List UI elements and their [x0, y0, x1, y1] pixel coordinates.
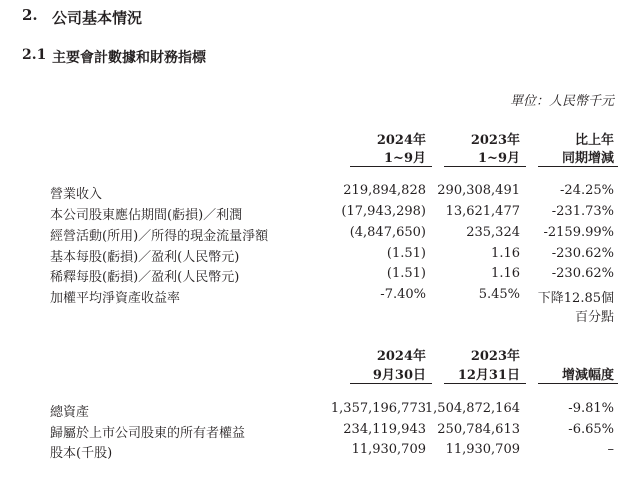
table2-header-col2-line2: 12月31日 — [457, 368, 520, 383]
value-2023: 235,324 — [466, 225, 520, 240]
value-2024: (17,943,298) — [341, 204, 426, 219]
value-2024: 234,119,943 — [343, 422, 426, 437]
change-value: -6.65% — [568, 422, 614, 437]
change-value: – — [607, 442, 614, 457]
table1-header-col3-line2: 同期增減 — [561, 151, 614, 166]
table2-header-rule-3 — [538, 383, 618, 384]
value-2024: (1.51) — [386, 266, 426, 281]
change-value: -230.62% — [551, 246, 614, 261]
row-label: 股本(千股) — [50, 446, 113, 461]
row-label: 營業收入 — [50, 187, 103, 202]
table2-header-col1-line2: 9月30日 — [372, 368, 426, 383]
table1-header-col2-line2: 1~9月 — [478, 151, 520, 166]
section-title: 公司基本情況 — [52, 9, 143, 27]
row-label: 基本每股(虧損)／盈利(人民幣元) — [50, 250, 240, 265]
table1-header-col1-line1: 2024年 — [376, 133, 426, 148]
row-label: 總資產 — [50, 405, 90, 420]
table1-header-rule-1 — [350, 166, 432, 167]
value-2023: 11,930,709 — [445, 442, 520, 457]
table1-header-rule-2 — [444, 166, 526, 167]
value-2023: 1.16 — [491, 266, 520, 281]
change-value: -2159.99% — [543, 225, 614, 240]
change-value: -230.62% — [551, 266, 614, 281]
table2-header-col1-line1: 2024年 — [376, 349, 426, 364]
table2-header-col3: 增減幅度 — [561, 368, 614, 383]
unit-note: 單位：人民幣千元 — [509, 94, 614, 109]
subsection-title: 主要會計數據和財務指標 — [52, 50, 206, 66]
table2-header-col2-line1: 2023年 — [470, 349, 520, 364]
row-label: 歸屬於上市公司股東的所有者權益 — [50, 426, 246, 441]
section-number: 2. — [22, 6, 38, 24]
value-2023: 5.45% — [478, 287, 520, 302]
table1-header-col3-line1: 比上年 — [574, 133, 614, 148]
row-label: 本公司股東應佔期間(虧損)／利潤 — [50, 208, 243, 223]
value-2023: 1.16 — [491, 246, 520, 261]
value-2024: -7.40% — [380, 287, 426, 302]
value-2023: 13,621,477 — [445, 204, 520, 219]
subsection-number: 2.1 — [22, 47, 47, 63]
value-2023: 1,504,872,164 — [424, 401, 520, 416]
change-value: -24.25% — [560, 183, 614, 198]
row-label: 稀釋每股(虧損)／盈利(人民幣元) — [50, 270, 240, 285]
change-value: -9.81% — [568, 401, 614, 416]
value-2024: 1,357,196,773 — [330, 401, 426, 416]
value-2024: (4,847,650) — [349, 225, 426, 240]
value-2023: 290,308,491 — [437, 183, 520, 198]
value-2023: 250,784,613 — [437, 422, 520, 437]
change-value: -231.73% — [551, 204, 614, 219]
table2-header-rule-1 — [350, 383, 432, 384]
value-2024: (1.51) — [386, 246, 426, 261]
table1-header-col1-line2: 1~9月 — [384, 151, 426, 166]
change-value-line2: 百分點 — [574, 310, 614, 325]
value-2024: 219,894,828 — [343, 183, 426, 198]
table1-header-rule-3 — [538, 166, 618, 167]
change-value: 下降12.85個 — [537, 291, 614, 306]
row-label: 經營活動(所用)／所得的現金流量淨額 — [50, 229, 269, 244]
table1-header-col2-line1: 2023年 — [470, 133, 520, 148]
value-2024: 11,930,709 — [351, 442, 426, 457]
row-label: 加權平均淨資產收益率 — [50, 291, 181, 306]
table2-header-rule-2 — [444, 383, 526, 384]
